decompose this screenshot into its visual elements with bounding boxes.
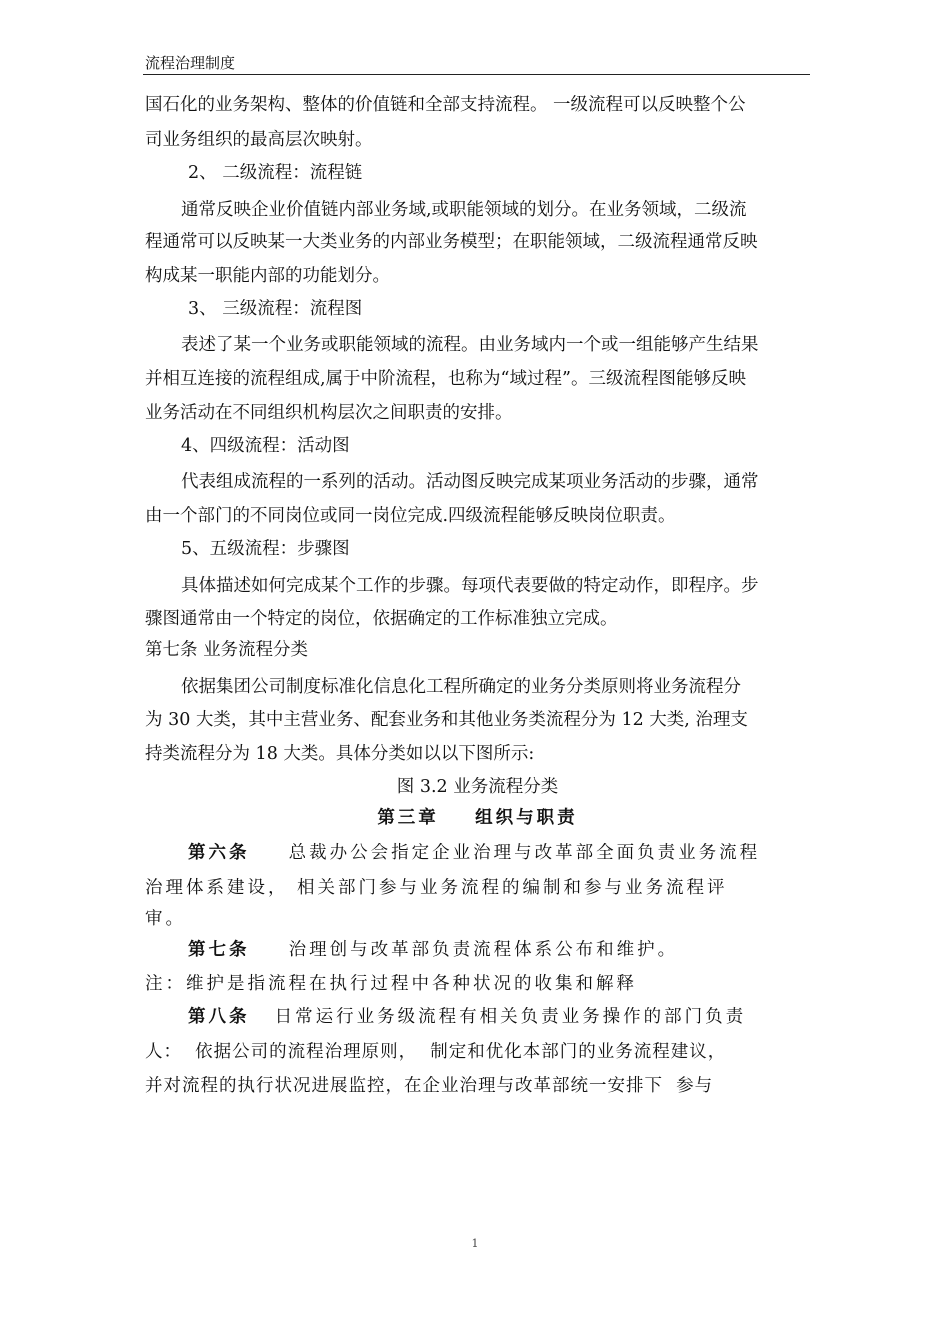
article-8-label: 第八条 <box>188 1007 250 1027</box>
paragraph-line: 并相互连接的流程组成,属于中阶流程，也称为“域过程”。三级流程图能够反映 <box>145 369 746 389</box>
paragraph-line: 业务活动在不同组织机构层次之间职责的安排。 <box>145 403 513 423</box>
article-8-line-1 <box>188 1004 810 1030</box>
paragraph-line: 程通常可以反映某一大类业务的内部业务模型；在职能领域，二级流程通常反映 <box>145 232 758 252</box>
article-8-line-2: 人： 依据公司的流程治理原则， 制定和优化本部门的业务流程建议， <box>145 1042 727 1062</box>
paragraph-line: 依据集团公司制度标准化信息化工程所确定的业务分类原则将业务流程分 <box>181 677 741 697</box>
chapter-title: 第三章 组织与职责 <box>377 808 578 828</box>
page-header-title: 流程治理制度 <box>145 54 236 72</box>
article-8-text: 日常运行业务级流程有相关负责业务操作的部门负责 <box>274 1007 747 1027</box>
article-6-line-3: 审。 <box>145 909 186 929</box>
paragraph-line: 骤图通常由一个特定的岗位，依据确定的工作标准独立完成。 <box>145 609 618 629</box>
figure-caption: 图 3.2 业务流程分类 <box>396 777 559 797</box>
paragraph-line: 由一个部门的不同岗位或同一岗位完成.四级流程能够反映岗位职责。 <box>145 506 676 526</box>
header-divider <box>143 74 810 75</box>
paragraph-line: 具体描述如何完成某个工作的步骤。每项代表要做的特定动作，即程序。步 <box>181 576 759 596</box>
section-heading: 5、五级流程：步骤图 <box>181 539 350 559</box>
paragraph-line: 司业务组织的最高层次映射。 <box>145 130 373 150</box>
section-heading: 4、四级流程：活动图 <box>181 436 350 456</box>
section-heading: 2、 二级流程：流程链 <box>188 163 363 183</box>
article-6-label: 第六条 <box>188 843 250 863</box>
article-7-text: 治理创与改革部负责流程体系公布和维护。 <box>288 940 679 960</box>
paragraph-line: 为 30 大类，其中主营业务、配套业务和其他业务类流程分为 12 大类, 治理支 <box>145 710 748 730</box>
article-7-label: 第七条 <box>188 940 250 960</box>
paragraph-line: 持类流程分为 18 大类。具体分类如以以下图所示: <box>145 744 535 764</box>
article-heading: 第七条 业务流程分类 <box>145 640 309 660</box>
section-heading: 3、 三级流程：流程图 <box>188 299 363 319</box>
article-6-text: 总裁办公会指定企业治理与改革部全面负责业务流程 <box>288 843 761 863</box>
article-6-line-2: 治理体系建设， 相关部门参与业务流程的编制和参与业务流程评 <box>145 878 728 898</box>
note-line: 注：维护是指流程在执行过程中各种状况的收集和解释 <box>145 974 637 994</box>
article-8-line-3: 并对流程的执行状况进展监控，在企业治理与改革部统一安排下 参与 <box>145 1076 714 1096</box>
paragraph-line: 表述了某一个业务或职能领域的流程。由业务域内一个或一组能够产生结果 <box>181 335 759 355</box>
article-7-line <box>188 937 810 963</box>
paragraph-line: 通常反映企业价值链内部业务域,或职能领域的划分。在业务领域，二级流 <box>181 200 747 220</box>
paragraph-line: 国石化的业务架构、整体的价值链和全部支持流程。 一级流程可以反映整个公 <box>145 95 746 115</box>
page-number: 1 <box>471 1237 479 1250</box>
paragraph-line: 构成某一职能内部的功能划分。 <box>145 266 390 286</box>
article-6-line-1 <box>188 840 810 866</box>
paragraph-line: 代表组成流程的一系列的活动。活动图反映完成某项业务活动的步骤，通常 <box>181 472 759 492</box>
